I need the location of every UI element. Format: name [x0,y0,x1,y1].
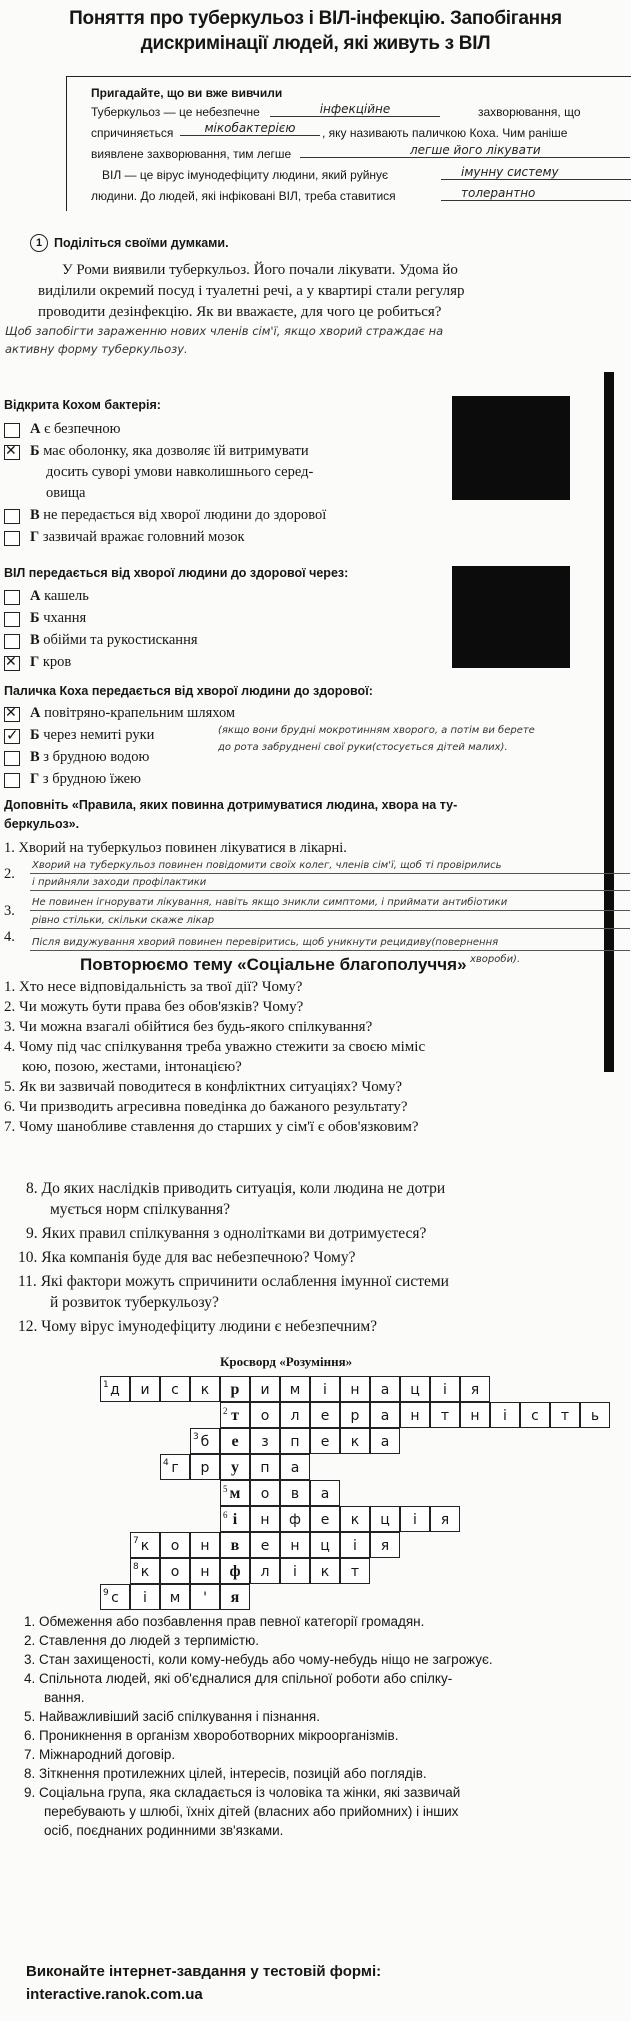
crossword-cell[interactable]: в [280,1480,310,1506]
rule-2-line-2 [30,890,630,891]
fill-easier-to-treat[interactable]: легше його лікувати [300,143,630,158]
task-1-paragraph-line-2: виділили окремий посуд і туалетні речі, а у квартирі стали регуляр [38,283,465,299]
crossword-cell[interactable]: л [280,1402,310,1428]
crossword-cell[interactable]: з [250,1428,280,1454]
q1-option-b-text-cont-1: досить суворі умови навколишнього серед- [46,464,314,480]
rule-4-answer-line-1: Після видужування хворий повинен перевіритись, щоб уникнути рецидиву(повернення [32,937,499,948]
crossword-cell[interactable]: ' [190,1584,220,1610]
remember-heading: Пригадайте, що ви вже вивчили [91,86,283,100]
crossword-cell[interactable]: т 2 [220,1402,250,1428]
crossword-cell[interactable]: і [130,1584,160,1610]
crossword-cell[interactable]: к [190,1376,220,1402]
repeat-q8-number: 8. [26,1180,38,1197]
fill-immune-system[interactable]: імунну систему [441,165,631,180]
crossword-cell[interactable]: у [220,1454,250,1480]
crossword-cell[interactable]: н [280,1532,310,1558]
crossword-cell[interactable]: с 9 [100,1584,130,1610]
crossword-cell[interactable]: к [340,1428,370,1454]
crossword-cell[interactable]: я [370,1532,400,1558]
crossword-cell[interactable]: л [250,1558,280,1584]
crossword-clue-number: 4 [163,1458,169,1468]
task-1-paragraph-line-3: проводити дезінфекцію. Як ви вважаєте, для чого це робиться? [38,304,442,320]
crossword-cell[interactable]: д 1 [100,1376,130,1402]
q1-option-c-letter: В [30,507,40,523]
crossword-cell[interactable]: а [280,1454,310,1480]
rules-label-line-1: Доповніть «Правила, яких повинна дотримуватися людина, хвора на ту- [4,798,458,812]
q3-option-a-letter: А [30,705,41,721]
q1-option-b-letter: Б [30,443,40,459]
crossword-clue: 9. Соціальна група, яка складається із чоловіка та жінки, які зазвичай [24,1785,461,1800]
crossword-clue: 4. Спільнота людей, які об'єдналися для спільної роботи або спілку- [24,1671,453,1686]
remember-line-1b: захворювання, що [478,105,581,119]
rule-2-answer-line-1: Хворий на туберкульоз повинен повідомити своїх колег, членів сім'ї, щоб ті провірились [32,860,502,871]
crossword-clue-number: 5 [223,1484,228,1494]
crossword-cell[interactable]: і [280,1558,310,1584]
crossword-clue: осіб, поєднаних родинними зв'язками. [44,1823,284,1838]
crossword-cell[interactable]: н [190,1532,220,1558]
repeat-q8-text: До яких наслідків приводить ситуація, коли людина не дотри [41,1180,446,1197]
q3-option-d-text: з брудною їжею [42,771,141,787]
q3-option-d-letter: Г [30,771,40,787]
remember-line-1a: Туберкульоз — це небезпечне [91,105,260,119]
crossword-clue-number: 1 [103,1380,109,1390]
crossword-clue: 6. Проникнення в організм хвороботворних мікроорганізмів. [24,1728,399,1743]
crossword-cell[interactable]: я [460,1376,490,1402]
crossword-cell[interactable]: е [310,1506,340,1532]
rule-3-answer-line-2: рівно стільки, скільки скаже лікар [32,915,215,926]
repeat-heading: Повторюємо тему «Соціальне благополуччя» [80,955,467,974]
repeat-q10-text: Яка компанія буде для вас небезпечною? Чому? [41,1249,356,1266]
question-2-label: ВІЛ передається від хворої людини до здорової через: [4,566,349,580]
crossword-clue: 8. Зіткнення протилежних цілей, інтересів, позицій або поглядів. [24,1766,427,1781]
crossword-cell[interactable]: т [550,1402,580,1428]
crossword-cell[interactable]: і [310,1376,340,1402]
crossword-cell[interactable]: ц [370,1506,400,1532]
crossword-clue: 2. Ставлення до людей з терпимістю. [24,1633,259,1648]
question-3-label: Паличка Коха передається від хворої людини до здорової: [4,684,373,698]
q3-option-c-text: з брудною водою [43,749,150,765]
q1-option-c-text: не передається від хворої людини до здорової [43,507,327,523]
q1-option-a-letter: А [30,421,41,437]
crossword-cell[interactable]: г 4 [160,1454,190,1480]
question-1-label: Відкрита Кохом бактерія: [4,398,161,412]
q1-option-b-text: має оболонку, яка дозволяє їй витримувати [43,443,309,459]
crossword-cell[interactable]: о [250,1402,280,1428]
rule-2-line-1 [30,873,630,874]
remember-line-5a: людини. До людей, які інфіковані ВІЛ, треба ставитися [91,189,396,203]
footer-instruction: Виконайте інтернет-завдання у тестовій формі: [26,1963,382,1980]
repeat-q11-text: Які фактори можуть спричинити ослаблення імунної системи [40,1273,449,1290]
q3-note-line-2: до рота забруднені свої руки(стосується дітей малих). [218,742,508,753]
crossword-cell[interactable]: о [160,1558,190,1584]
q2-option-a-text: кашель [44,588,89,604]
q2-option-d-letter: Г [30,654,40,670]
crossword-cell[interactable]: а [310,1480,340,1506]
q2-option-b-letter: Б [30,610,40,626]
crossword-cell[interactable]: т [340,1558,370,1584]
repeat-q3-text: Чи можна взагалі обійтися без будь-якого спілкування? [19,1019,373,1035]
q1-option-c-checkbox[interactable] [4,509,20,524]
crossword-cell[interactable]: п [250,1454,280,1480]
repeat-q5-text: Як ви зазвичай поводитеся в конфліктних ситуаціях? Чому? [19,1079,403,1095]
q3-option-c-letter: В [30,749,40,765]
q3-option-d-checkbox[interactable] [4,773,20,788]
crossword-clue-number: 3 [193,1432,199,1442]
repeat-q9-text: Яких правил спілкування з однолітками ви дотримуєтеся? [41,1225,427,1242]
q2-option-c-text: обійми та рукостискання [43,632,198,648]
q2-option-d-checkbox-checked[interactable] [4,656,20,671]
crossword-cell[interactable]: и [250,1376,280,1402]
task-1-paragraph-line-1: У Роми виявили туберкульоз. Його почали лікувати. Удома йо [62,262,458,278]
virus-photo [452,566,570,668]
q3-option-a-checkbox-checked[interactable] [4,707,20,722]
q2-option-b-text: чхання [43,610,87,626]
crossword-cell[interactable]: б 3 [190,1428,220,1454]
q3-option-a-text: повітряно-крапельним шляхом [44,705,236,721]
repeat-q4-text: Чому під час спілкування треба уважно стежити за своєю міміс [19,1039,426,1055]
q1-option-d-letter: Г [30,529,40,545]
repeat-q5-number: 5. [4,1079,16,1095]
q1-option-d-text: зазвичай вражає головний мозок [42,529,245,545]
crossword-clue-number: 2 [223,1406,228,1416]
crossword-cell[interactable]: і 6 [220,1506,250,1532]
task-1-heading: Поділіться своїми думками. [54,236,229,250]
crossword-cell[interactable]: я [220,1584,250,1610]
q2-option-d-text: кров [42,654,72,670]
crossword-cell[interactable]: ф [280,1506,310,1532]
task-1-answer-line-2: активну форму туберкульозу. [5,342,188,356]
repeat-q12-number: 12. [18,1318,38,1335]
crossword-cell[interactable]: а [370,1376,400,1402]
rules-label-line-2: беркульоз». [4,817,80,831]
crossword-cell[interactable]: м [160,1584,190,1610]
repeat-q4-text-cont: кою, позою, жестами, інтонацією? [22,1059,242,1075]
crossword-cell[interactable]: с [520,1402,550,1428]
rule-3-number: 3. [4,903,15,919]
q2-option-c-checkbox[interactable] [4,634,20,649]
crossword-clue: 7. Міжнародний договір. [24,1747,176,1762]
crossword-cell[interactable]: т [430,1402,460,1428]
rule-2-number: 2. [4,866,15,882]
q3-note-line-1: (якщо вони бруднi мокротинням хворого, а потім ви берете [218,725,535,736]
repeat-q8-text-cont: мується норм спілкування? [50,1201,231,1218]
q2-option-b-checkbox[interactable] [4,612,20,627]
page-title-line-1: Поняття про туберкульоз і ВІЛ-інфекцію. Запобігання [69,8,562,29]
crossword-cell[interactable]: р [190,1454,220,1480]
repeat-q1-number: 1. [4,979,16,995]
remember-line-4a: ВІЛ — це вірус імунодефіциту людини, який руйнує [102,168,389,182]
crossword-clue: перебувають у шлюбі, їхніх дітей (власних або прийомних) і інших [44,1804,459,1819]
crossword-cell[interactable]: м [280,1376,310,1402]
crossword-cell[interactable]: ь [580,1402,610,1428]
rule-4-number: 4. [4,929,15,945]
repeat-q7-text: Чому шанобливе ставлення до старших у сім'ї є обов'язковим? [19,1119,419,1135]
fill-infectious[interactable]: інфекційне [270,102,440,117]
crossword-cell[interactable]: е [220,1428,250,1454]
repeat-q7-number: 7. [4,1119,16,1135]
crossword-cell[interactable]: н [400,1402,430,1428]
crossword-cell[interactable]: в [220,1532,250,1558]
crossword-clue: вання. [44,1690,85,1705]
q2-option-c-letter: В [30,632,40,648]
crossword-cell[interactable]: н [250,1506,280,1532]
crossword-cell[interactable]: с [160,1376,190,1402]
crossword-cell[interactable]: ф [220,1558,250,1584]
crossword-cell[interactable]: о [160,1532,190,1558]
rule-3-line-1 [30,910,630,911]
fill-tolerantly[interactable]: толерантно [441,186,631,201]
crossword-clue-number: 9 [103,1588,109,1598]
rule-3-answer-line-1: Не повинен ігнорувати лікування, навіть якщо зникли симптоми, і приймати антибіотики [32,897,508,908]
task-1-answer-line-1: Щоб запобігти зараженню нових членів сім'ї, якщо хворий страждає на [5,324,444,338]
rule-2-answer-line-2: і прийняли заходи профілактики [32,877,207,888]
rule-1-text: Хворий на туберкульоз повинен лікуватися в лікарні. [18,840,347,856]
crossword-cell[interactable]: е [310,1428,340,1454]
crossword-cell[interactable]: к 7 [130,1532,160,1558]
crossword-cell[interactable]: я [430,1506,460,1532]
crossword-cell[interactable]: н [190,1558,220,1584]
repeat-q6-text: Чи призводить агресивна поведінка до бажаного результату? [19,1099,408,1115]
crossword-clue-number: 6 [223,1510,228,1520]
crossword-cell[interactable]: і [430,1376,460,1402]
crossword-cell[interactable]: м 5 [220,1480,250,1506]
crossword-cell[interactable]: н [460,1402,490,1428]
crossword-cell[interactable]: ц [400,1376,430,1402]
task-number-badge: 1 [30,234,48,252]
q1-option-d-checkbox[interactable] [4,531,20,546]
rule-1-number: 1. [4,840,15,856]
repeat-q3-number: 3. [4,1019,16,1035]
repeat-q9-number: 9. [26,1225,38,1242]
rule-4-answer-line-2: хвороби). [470,954,521,965]
crossword-cell[interactable]: і [400,1506,430,1532]
q2-option-a-letter: А [30,588,41,604]
crossword-title: Кросворд «Розуміння» [220,1354,353,1369]
q3-option-b-text: через немиті руки [43,727,155,743]
crossword-cell[interactable]: е [310,1402,340,1428]
repeat-q2-text: Чи можуть бути права без обов'язків? Чому? [19,999,304,1015]
crossword-cell[interactable]: и [130,1376,160,1402]
repeat-q10-number: 10. [18,1249,38,1266]
repeat-q2-number: 2. [4,999,16,1015]
crossword-cell[interactable]: о [250,1480,280,1506]
crossword-cell[interactable]: к 8 [130,1558,160,1584]
fill-mycobacterium[interactable]: мікобактерією [180,121,320,136]
q3-option-c-checkbox[interactable] [4,751,20,766]
crossword-cell[interactable]: п [280,1428,310,1454]
crossword-clue-number: 8 [133,1562,139,1572]
q2-option-a-checkbox[interactable] [4,590,20,605]
repeat-q1-text: Хто несе відповідальність за твої дії? Чому? [19,979,303,995]
q1-option-b-text-cont-2: овища [46,485,86,501]
q1-option-a-text: є безпечною [44,421,121,437]
remember-line-3a: виявлене захворювання, тим легше [91,147,292,161]
repeat-q4-number: 4. [4,1039,16,1055]
crossword-cell[interactable]: а [370,1428,400,1454]
crossword-cell[interactable]: і [490,1402,520,1428]
repeat-q6-number: 6. [4,1099,16,1115]
crossword-cell[interactable]: н [340,1376,370,1402]
remember-line-2a: спричиняється [91,126,174,140]
crossword-cell[interactable]: ц [310,1532,340,1558]
q3-option-b-letter: Б [30,727,40,743]
crossword-cell[interactable]: р [340,1402,370,1428]
crossword-cell[interactable]: к [340,1506,370,1532]
crossword-cell[interactable]: р [220,1376,250,1402]
q3-option-b-checkbox-checked[interactable] [4,729,20,744]
q1-option-a-checkbox[interactable] [4,423,20,438]
footer-link[interactable]: interactive.ranok.com.ua [26,1986,203,2003]
rule-3-line-2 [30,928,630,929]
crossword-cell[interactable]: е [250,1532,280,1558]
crossword-clue: 3. Стан захищеності, коли кому-небудь або чому-небудь ніщо не загрожує. [24,1652,493,1667]
crossword-clue: 1. Обмеження або позбавлення прав певної категорії громадян. [24,1614,425,1629]
repeat-q11-number: 11. [18,1273,37,1290]
repeat-q11-text-cont: й розвиток туберкульозу? [50,1294,219,1311]
page-title-line-2: дискримінації людей, які живуть з ВІЛ [140,33,491,54]
rule-4-line-1 [30,950,630,951]
crossword-clue: 5. Найважливіший засіб спілкування і пізнання. [24,1709,320,1724]
crossword-cell[interactable]: і [340,1532,370,1558]
crossword-cell[interactable]: к [310,1558,340,1584]
page-edge-bar [604,372,614,1072]
q1-option-b-checkbox-checked[interactable] [4,445,20,460]
remember-line-2b: , яку називають паличкою Коха. Чим раніше [322,126,568,140]
repeat-q12-text: Чому вірус імунодефіциту людини є небезпечним? [41,1318,378,1335]
crossword-clue-number: 7 [133,1536,139,1546]
bacteria-photo [452,396,570,500]
crossword-cell[interactable]: а [370,1402,400,1428]
